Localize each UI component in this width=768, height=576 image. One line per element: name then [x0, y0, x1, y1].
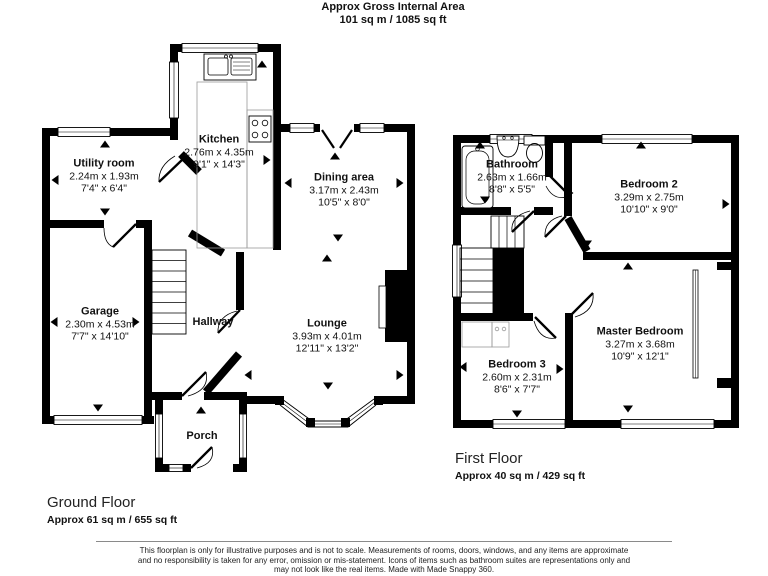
room-dim-metric: 3.27m x 3.68m: [605, 337, 675, 350]
room-label-master-bedroom: [597, 325, 684, 363]
gross-internal-area-header: [243, 1, 543, 27]
room-dim-imperial: 10'5" x 8'0": [318, 196, 370, 209]
room-dim-imperial: 12'11" x 13'2": [295, 342, 359, 355]
disclaimer-line-2: and no responsibility is taken for any error, omission or mis-statement. Icons of items such as bathroom suites are representations only and: [137, 555, 631, 565]
ground-floor-title: Ground Floor: [47, 494, 136, 511]
room-dim-metric: 3.29m x 2.75m: [614, 190, 684, 203]
room-label-utility: [69, 157, 138, 195]
french-doors: [320, 124, 354, 148]
room-dim-metric: 2.63m x 1.66m: [477, 170, 547, 183]
room-name: Dining area: [314, 171, 374, 184]
disclaimer-line-3: may not look like the real items. Made with Made Snappy 360.: [273, 565, 495, 574]
room-label-garage: [65, 305, 134, 343]
room-name: Bathroom: [486, 158, 538, 171]
ground-floor-area: Approx 61 sq m / 655 sq ft: [47, 514, 178, 526]
room-name: Utility room: [73, 157, 135, 170]
room-label-bedroom3: [482, 358, 551, 396]
sink-icon: [204, 54, 256, 80]
room-name: Porch: [186, 429, 218, 442]
room-dim-imperial: 8'6" x 7'7": [494, 383, 540, 396]
room-dim-imperial: 10'10" x 9'0": [620, 203, 678, 216]
room-label-kitchen: [184, 133, 253, 171]
room-dim-metric: 3.93m x 4.01m: [292, 329, 362, 342]
room-label-hallway: [193, 316, 234, 329]
bay-window: [275, 396, 383, 427]
footer-divider: [96, 541, 672, 542]
first-floor-title: First Floor: [455, 450, 523, 467]
chimney-breast: [379, 270, 407, 342]
header-title: Approx Gross Internal Area: [321, 1, 465, 13]
room-name: Bedroom 3: [488, 358, 546, 371]
room-name: Master Bedroom: [596, 325, 684, 338]
room-dim-metric: 2.76m x 4.35m: [184, 145, 254, 158]
room-name: Hallway: [192, 315, 234, 328]
room-label-bedroom2: [614, 178, 683, 216]
disclaimer: [34, 546, 734, 575]
room-label-dining: [309, 171, 378, 209]
room-name: Lounge: [307, 317, 347, 330]
stairs: [152, 250, 186, 334]
room-name: Garage: [81, 305, 119, 318]
first-diagonal-wall: [568, 218, 587, 251]
room-dim-metric: 2.30m x 4.53m: [65, 317, 135, 330]
room-dim-imperial: 7'4" x 6'4": [81, 182, 127, 195]
disclaimer-line-1: This floorplan is only for illustrative purposes and is not to scale. Measurements of rooms, doors, windows, and any items are approximate: [139, 546, 629, 555]
room-name: Bedroom 2: [620, 178, 678, 191]
bedroom3-furniture: [462, 322, 509, 347]
room-name: Kitchen: [198, 133, 240, 146]
room-dim-metric: 2.60m x 2.31m: [482, 370, 552, 383]
direction-arrows: [51, 61, 404, 414]
wardrobe: [693, 270, 698, 378]
room-dim-imperial: 9'1" x 14'3": [193, 158, 245, 171]
ground-floor-plan: [40, 40, 420, 485]
first-floor-area: Approx 40 sq m / 429 sq ft: [455, 470, 586, 482]
room-dim-metric: 2.24m x 1.93m: [69, 169, 139, 182]
room-label-bathroom: [477, 158, 546, 196]
header-subtitle: 101 sq m / 1085 sq ft: [339, 14, 447, 26]
ground-windows: [54, 44, 384, 472]
room-label-porch: [186, 430, 217, 443]
room-dim-imperial: 8'8" x 5'5": [489, 183, 535, 196]
room-dim-metric: 3.17m x 2.43m: [309, 183, 379, 196]
room-dim-imperial: 7'7" x 14'10": [71, 330, 129, 343]
basin-icon: [497, 136, 519, 157]
room-dim-imperial: 10'9" x 12'1": [611, 350, 669, 363]
room-label-lounge: [292, 317, 361, 355]
ground-diagonal-walls: [181, 154, 239, 392]
